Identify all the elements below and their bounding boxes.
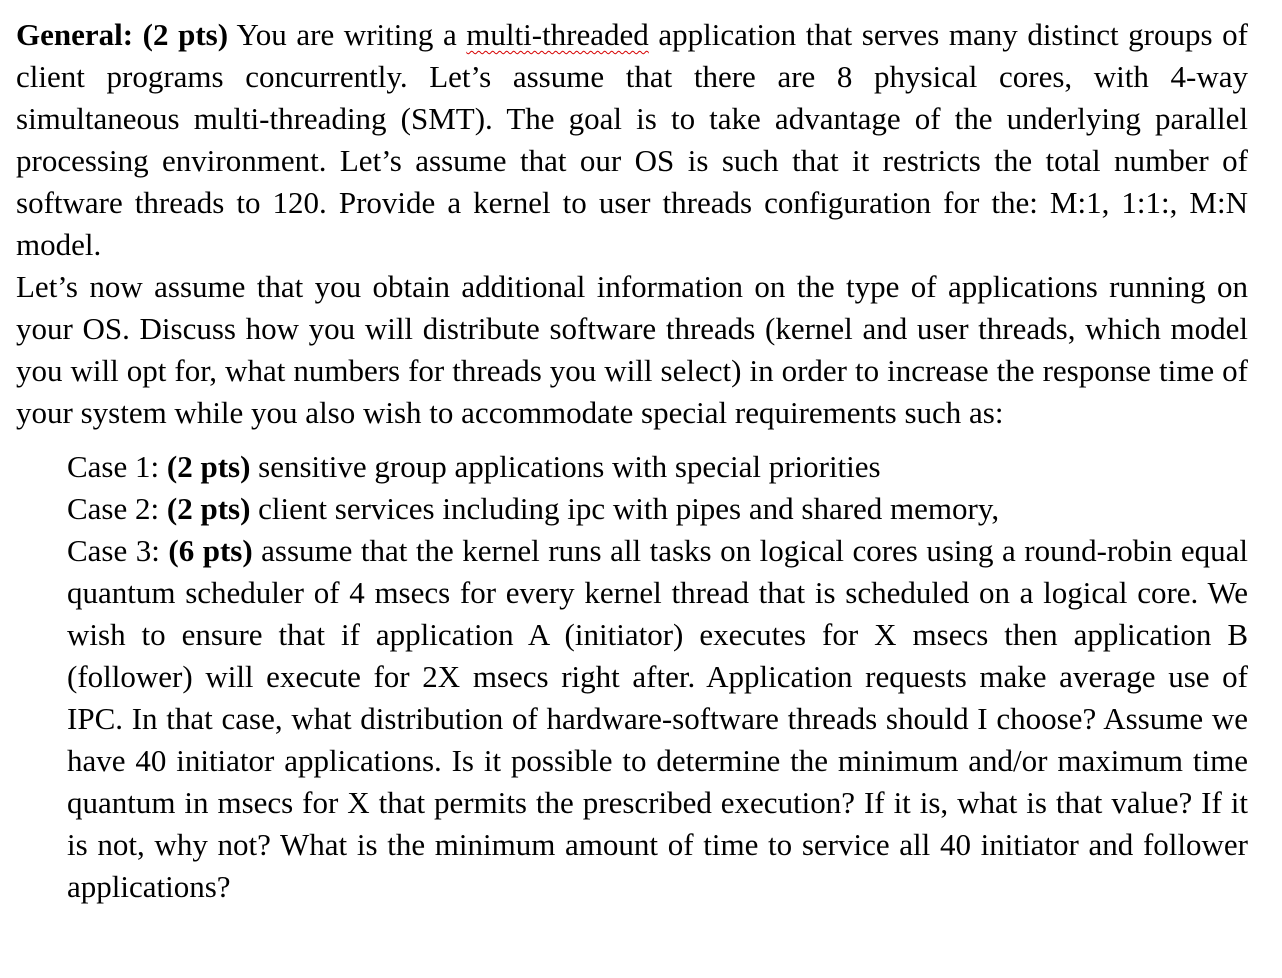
case-2-label: Case 2:: [67, 491, 167, 526]
case-item-1: [67, 446, 1248, 488]
case-1-text: sensitive group applications with special priorities: [250, 449, 881, 484]
case-3-label: Case 3:: [67, 533, 169, 568]
case-2-text: client services including ipc with pipes and shared memory,: [250, 491, 1000, 526]
case-item-3: [67, 530, 1248, 908]
general-question-paragraph: [16, 14, 1248, 266]
general-points: (2 pts): [142, 17, 229, 52]
case-1-points: (2 pts): [166, 449, 251, 484]
spellcheck-flagged-word[interactable]: multi-threaded: [466, 17, 649, 52]
case-3-text: assume that the kernel runs all tasks on logical cores using a round-robin equal quantum scheduler of 4 msecs for every kernel thread that is scheduled on a logical core. We wish to ensure that if application A (initiator) executes for X msecs then application B (follower) will execute for 2X msecs right after. Application requests make average use of IPC. In that case, what distribution of hardware-software threads should I choose? Assume we have 40 initiator applications. Is it possible to determine the minimum and/or maximum time quantum in msecs for X that permits the prescribed execution? If it is, what is that value? If it is not, why not? What is the minimum amount of time to service all 40 initiator and follower applications?: [67, 533, 1248, 904]
case-3-points: (6 pts): [168, 533, 253, 568]
followup-paragraph: Let’s now assume that you obtain additional information on the type of applications running on your OS. Discuss how you will distribute software threads (kernel and user threads, which model you will opt for, what numbers for threads you will select) in order to increase the response time of your system while you also wish to accommodate special requirements such as:: [16, 269, 1248, 430]
case-1-label: Case 1:: [67, 449, 167, 484]
general-text-rest: application that serves many distinct groups of client programs concurrently. Let’s assume that there are 8 physical cores, with 4-way simultaneous multi-threading (SMT). The goal is to take advantage of the underlying parallel processing environment. Let’s assume that our OS is such that it restricts the total number of software threads to 120. Provide a kernel to user threads configuration for the: M:1, 1:1:, M:N model.: [16, 17, 1248, 262]
general-label: General:: [16, 17, 134, 52]
general-text-start: You are writing a: [228, 17, 467, 52]
case-2-points: (2 pts): [166, 491, 251, 526]
case-list: [67, 446, 1248, 908]
case-item-2: [67, 488, 1248, 530]
document-body: [16, 14, 1248, 908]
